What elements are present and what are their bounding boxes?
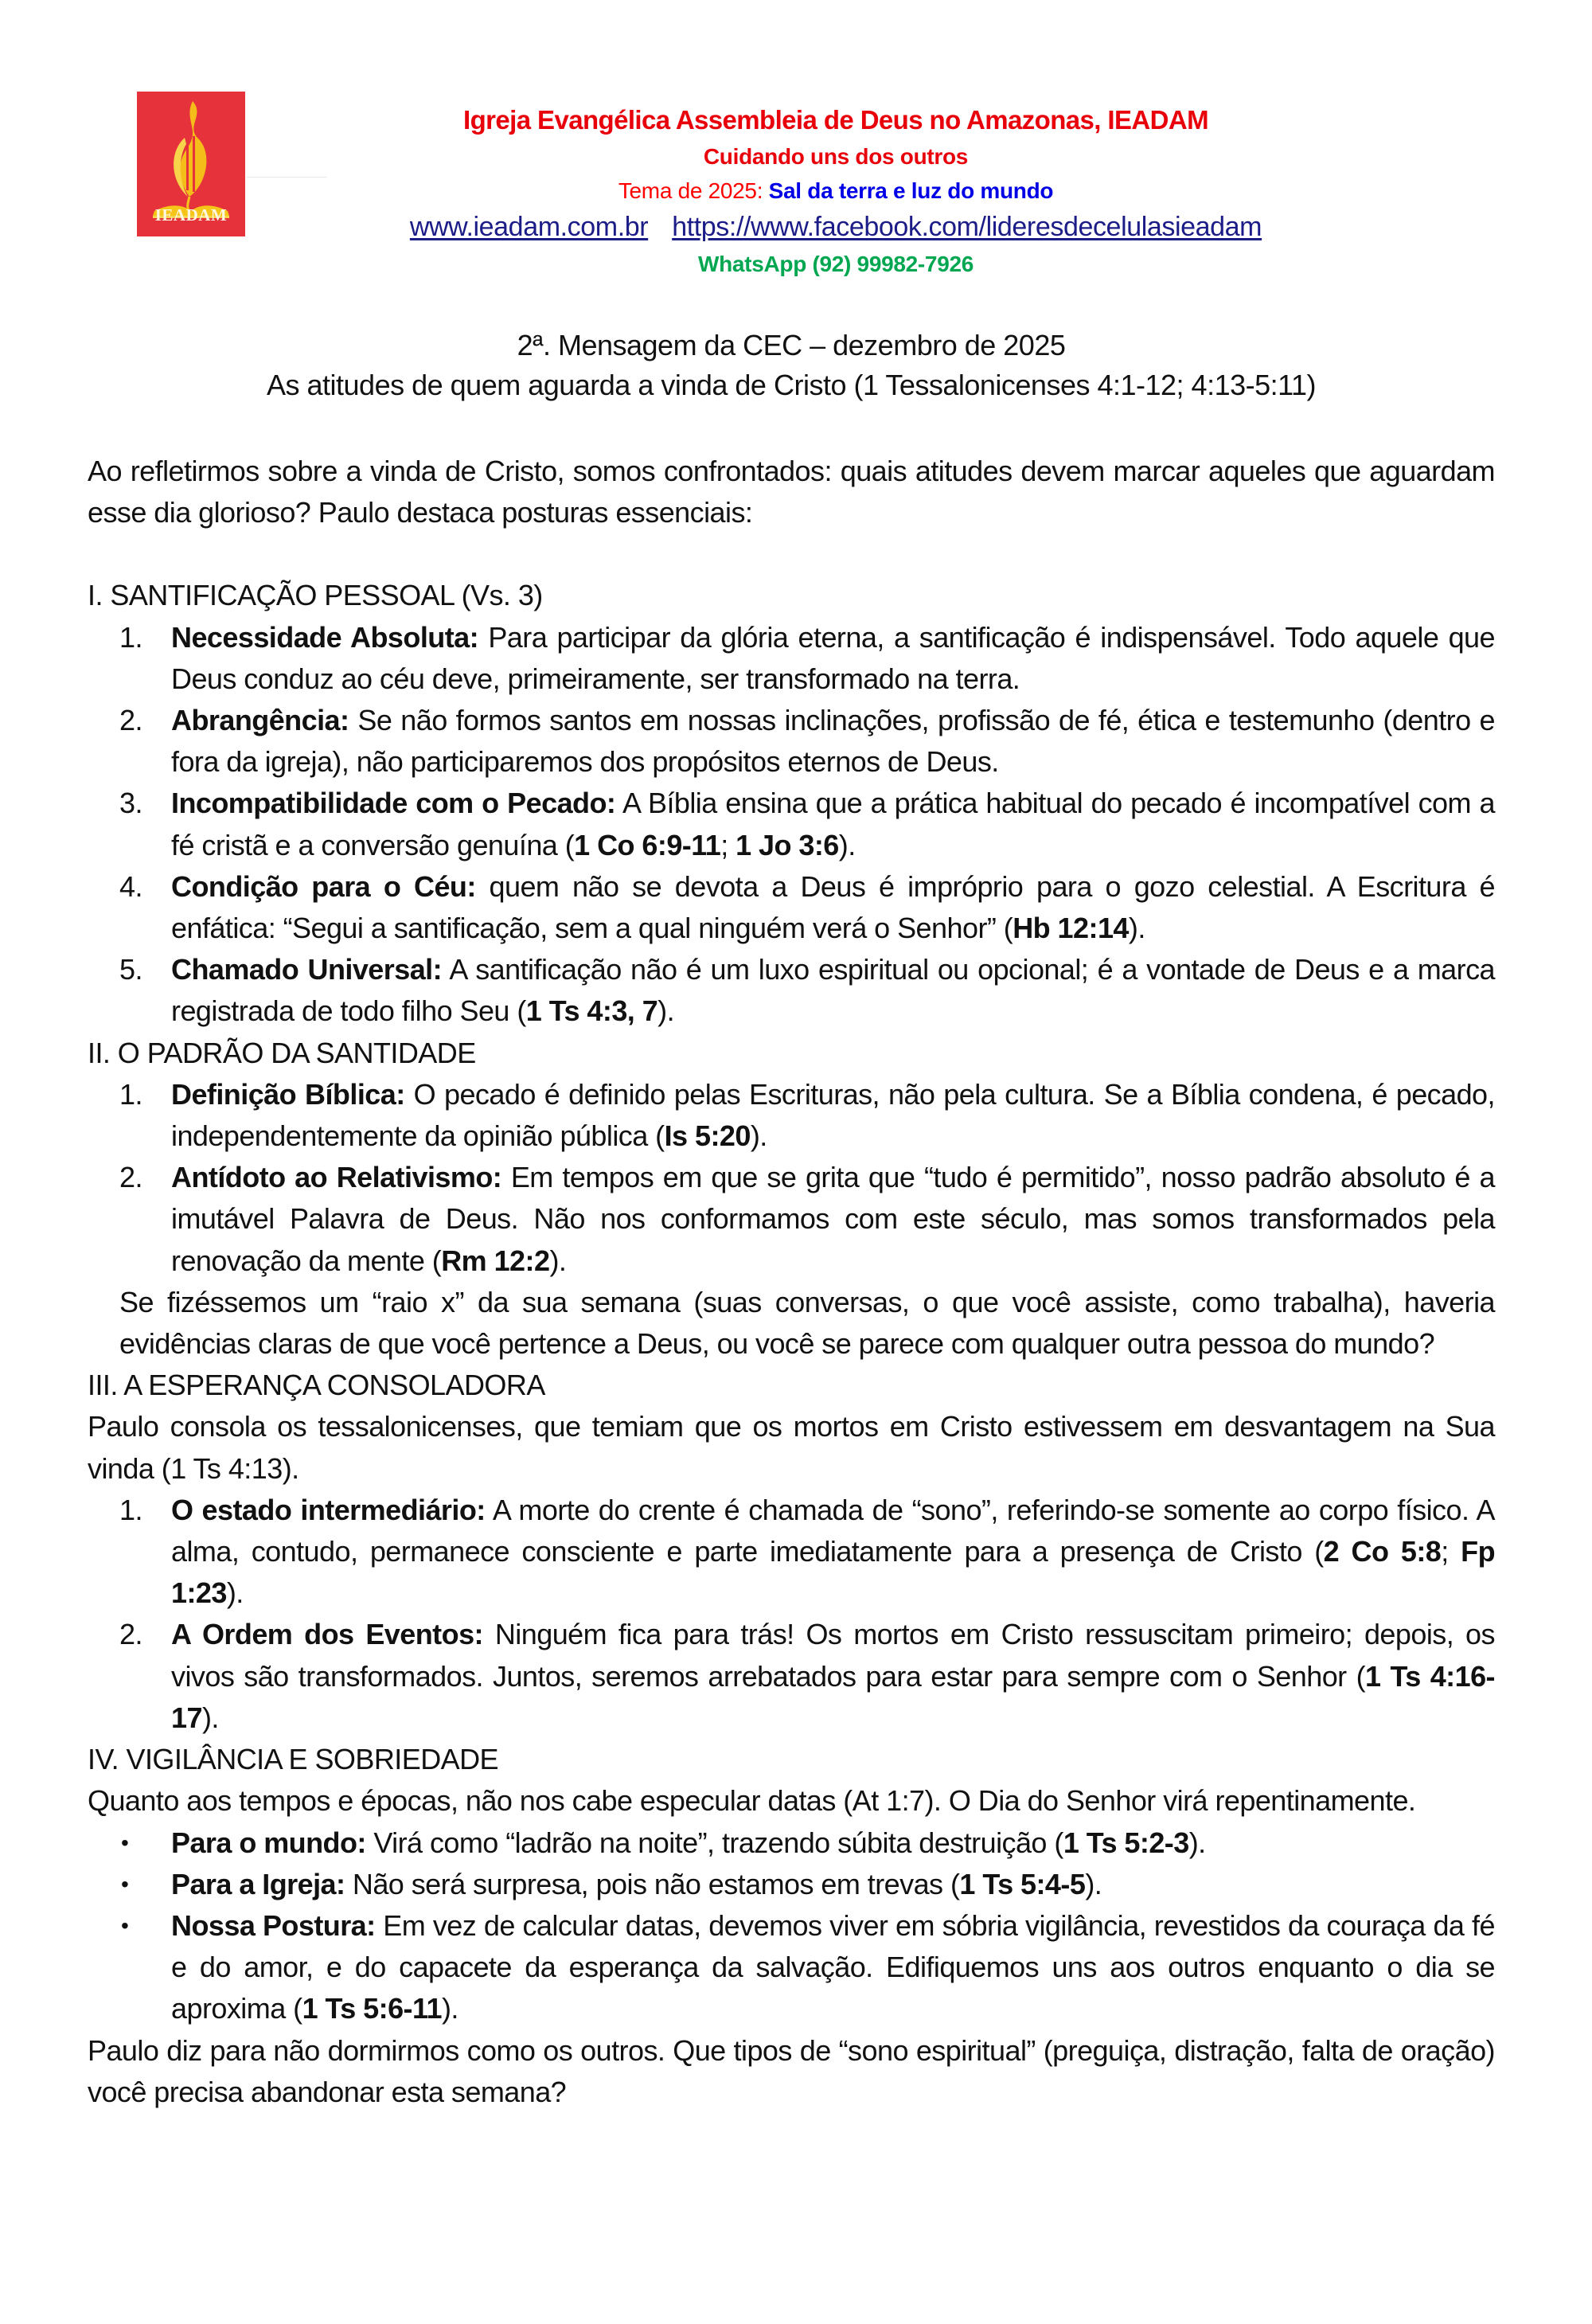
ref-close: ). (549, 1244, 567, 1277)
item-text: Em tempos em que se grita que “tudo é permitido”, nosso padrão absoluto é a imutável Palavra de Deus. Não nos conformamos com este século, mas somos transformados pela renovação da mente ( (171, 1161, 1495, 1277)
item-number: 2. (119, 1161, 142, 1194)
whatsapp-contact: WhatsApp (92) 99982-7926 (697, 252, 974, 276)
item-label: A Ordem dos Eventos: (171, 1618, 483, 1651)
list-item (88, 1157, 1495, 1282)
list-item (88, 1490, 1495, 1615)
item-text: A santificação não é um luxo espiritual ou opcional; é a vontade de Deus e a marca registrada de todo filho Seu ( (171, 953, 1496, 1028)
item-text: Se não formos santos em nossas inclinações, profissão de fé, ética e testemunho (dentro e fora da igreja), não participaremos dos propósitos eternos de Deus. (171, 704, 1495, 779)
bible-reference: 1 Co 6:9-11 (574, 828, 721, 861)
item-label: O estado intermediário: (171, 1493, 486, 1526)
section-heading: IV. VIGILÂNCIA E SOBRIEDADE (88, 1743, 499, 1776)
bible-reference: 1 Ts 5:2-3 (1063, 1826, 1189, 1859)
ref-close: ). (1188, 1826, 1206, 1859)
theme-label: Tema de 2025: (618, 178, 763, 203)
section-heading: I. SANTIFICAÇÃO PESSOAL (Vs. 3) (88, 579, 543, 612)
numbered-list (88, 1074, 1495, 1282)
ref-close: ). (838, 828, 856, 861)
item-text: Para participar da glória eterna, a santificação é indispensável. Todo aquele que Deus conduz ao céu deve, primeiramente, ser transformado na terra. (171, 620, 1495, 695)
document-body (88, 451, 1495, 2113)
item-number: 5. (119, 953, 142, 986)
ref-close: ). (441, 1992, 458, 2025)
item-label: Abrangência: (171, 704, 349, 737)
bible-reference: 1 Ts 5:6-11 (302, 1992, 442, 2025)
item-label: Nossa Postura: (171, 1908, 376, 1942)
bible-reference: Is 5:20 (664, 1119, 751, 1153)
church-name: Igreja Evangélica Assembleia de Deus no Amazonas, IEADAM (463, 105, 1208, 135)
bullet-icon: • (121, 1830, 129, 1855)
item-label: Necessidade Absoluta: (171, 620, 479, 654)
list-item (88, 949, 1495, 1032)
list-item (88, 1905, 1495, 2030)
list-item (88, 700, 1495, 783)
item-label: Para o mundo: (171, 1826, 366, 1859)
motto: Cuidando uns dos outros (703, 144, 969, 169)
item-label: Antídoto ao Relativismo: (171, 1161, 502, 1194)
ref-separator: ; (720, 828, 736, 861)
item-text: Virá como “ladrão na noite”, trazendo súbita destruição ( (365, 1826, 1063, 1859)
ieadam-logo (137, 92, 245, 236)
facebook-link[interactable]: https://www.facebook.com/lideresdecelulasieadam (672, 212, 1262, 242)
item-text: A morte do crente é chamada de “sono”, referindo-se somente ao corpo físico. A alma, contudo, permanece consciente e parte imediatamente para a presença de Cristo ( (171, 1493, 1496, 1568)
theme-line (239, 178, 1433, 204)
intro-paragraph: Ao refletirmos sobre a vinda de Cristo, somos confrontados: quais atitudes devem marcar aqueles que aguardam esse dia glorioso? Paulo destaca posturas essenciais: (88, 455, 1495, 529)
theme-value: Sal da terra e luz do mundo (768, 178, 1054, 203)
list-item (88, 617, 1495, 700)
item-number: 4. (119, 869, 142, 903)
bible-reference: 2 Co 5:8 (1323, 1535, 1442, 1568)
section-heading: II. O PADRÃO DA SANTIDADE (88, 1036, 476, 1069)
bible-reference: Rm 12:2 (441, 1244, 550, 1277)
item-number: 3. (119, 787, 142, 820)
website-link[interactable]: www.ieadam.com.br (409, 212, 649, 242)
section-heading: III. A ESPERANÇA CONSOLADORA (88, 1369, 545, 1402)
item-label: Definição Bíblica: (171, 1077, 405, 1111)
logo-text: IEADAM (154, 205, 228, 225)
item-text: Em vez de calcular datas, devemos viver em sóbria vigilância, revestidos da couraça da fé e do amor, e do capacete da esperança da salvação. Edifiquemos uns aos outros enquanto o dia se aproxima ( (171, 1908, 1495, 2025)
bible-reference: Hb 12:14 (1013, 912, 1129, 945)
bible-reference: 1 Ts 4:3, 7 (525, 994, 658, 1028)
ref-close: ). (226, 1576, 244, 1610)
item-label: Incompatibilidade com o Pecado: (171, 787, 616, 820)
numbered-list (88, 617, 1495, 1033)
item-number: 2. (119, 1618, 142, 1651)
ref-separator: ; (1441, 1535, 1461, 1568)
links-line (239, 212, 1433, 243)
item-number: 1. (119, 620, 142, 654)
message-subtitle: As atitudes de quem aguarda a vinda de Cristo (1 Tessalonicenses 4:1-12; 4:13-5:11) (267, 369, 1316, 401)
item-number: 1. (119, 1493, 142, 1526)
list-item (88, 1822, 1495, 1864)
item-label: Condição para o Céu: (171, 869, 476, 903)
item-label: Para a Igreja: (171, 1867, 345, 1900)
ref-close: ). (750, 1119, 767, 1153)
bible-reference: 1 Ts 4:16-17 (171, 1659, 1495, 1734)
list-item (88, 1864, 1495, 1905)
section-lead: Paulo consola os tessalonicenses, que temiam que os mortos em Cristo estivessem em desvantagem na Sua vinda (1 Ts 4:13). (88, 1410, 1495, 1485)
section-lead: Quanto aos tempos e épocas, não nos cabe especular datas (At 1:7). O Dia do Senhor virá repentinamente. (88, 1784, 1416, 1818)
list-item (88, 866, 1495, 949)
item-text: quem não se devota a Deus é impróprio para o gozo celestial. A Escritura é enfática: “Segui a santificação, sem a qual ninguém verá o Senhor” ( (171, 869, 1495, 945)
bible-reference: 1 Ts 5:4-5 (959, 1867, 1086, 1900)
list-item (88, 1614, 1495, 1739)
item-number: 1. (119, 1077, 142, 1111)
bullet-icon: • (121, 1912, 129, 1938)
item-text: A Bíblia ensina que a prática habitual do pecado é incompatível com a fé cristã e a conversão genuína ( (171, 787, 1495, 861)
list-item (88, 1074, 1495, 1157)
divider (247, 177, 326, 178)
bible-reference: Fp 1:23 (171, 1535, 1496, 1610)
message-title: 2ª. Mensagem da CEC – dezembro de 2025 (517, 329, 1066, 361)
list-item (88, 783, 1495, 865)
bullet-list (88, 1822, 1495, 2030)
bible-reference: 1 Jo 3:6 (736, 828, 839, 861)
bullet-icon: • (121, 1871, 129, 1896)
reflection-paragraph: Se fizéssemos um “raio x” da sua semana (suas conversas, o que você assiste, como trabalha), haveria evidências claras de que você pertence a Deus, ou você se parece com qualquer outra pessoa do mundo? (119, 1285, 1495, 1361)
ref-close: ). (657, 994, 675, 1028)
item-number: 2. (119, 704, 142, 737)
item-label: Chamado Universal: (171, 953, 443, 986)
item-text: Ninguém fica para trás! Os mortos em Cristo ressuscitam primeiro; depois, os vivos são transformados. Juntos, seremos arrebatados para estar para sempre com o Senhor ( (171, 1618, 1495, 1693)
numbered-list (88, 1490, 1495, 1739)
ref-close: ). (201, 1701, 219, 1734)
item-text: Não será surpresa, pois não estamos em trevas ( (345, 1867, 960, 1900)
ref-close: ). (1128, 912, 1145, 945)
closing-paragraph: Paulo diz para não dormirmos como os outros. Que tipos de “sono espiritual” (preguiça, distração, falta de oração) você precisa abandonar esta semana? (88, 2033, 1495, 2108)
item-text: O pecado é definido pelas Escrituras, não pela cultura. Se a Bíblia condena, é pecado, independentemente da opinião pública ( (171, 1077, 1495, 1153)
ref-close: ). (1085, 1867, 1102, 1900)
